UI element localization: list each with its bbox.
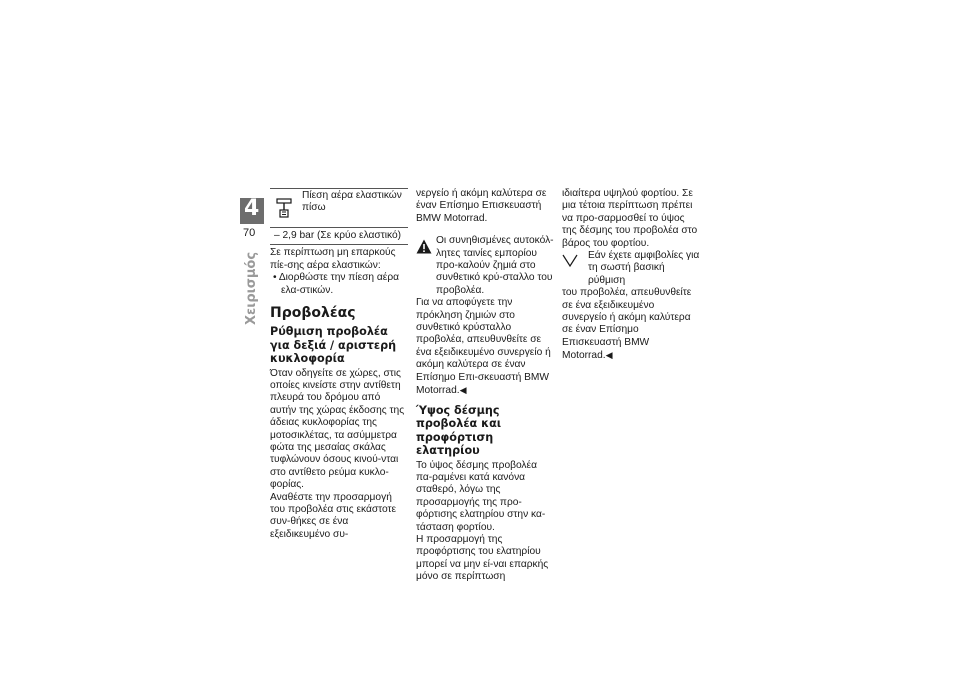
paragraph: Όταν οδηγείτε σε χώρες, στις οποίες κινείστε στην αντίθετη πλευρά του δρόμου από αυτήν της χώρας έκδοσης της άδειας κυκλοφορίας της μοτοσικλέτας, τα ασύμμετρα φώτα της μεσαίας σκάλας τυφλώνουν όσους κινού-νται στο αντίθετο ρεύμα κυκλο-φορίας. — [270, 367, 405, 491]
spec-value: – 2,9 bar (Σε κρύο ελαστικό) — [274, 230, 402, 241]
chapter-title: Χειρισμός — [244, 251, 259, 325]
section-heading: Προβολέας — [270, 305, 356, 322]
paragraph: Σε περίπτωση μη επαρκούς πίε-σης αέρα ελαστικών: — [270, 247, 396, 271]
hint-note — [562, 250, 700, 363]
hint-text: Εάν έχετε αμφιβολίες για τη σωστή βασική ρύθμιση — [588, 250, 700, 286]
paragraph: νεργείο ή ακόμη καλύτερα σε έναν Επίσημο Επισκευαστή BMW Motorrad. — [416, 188, 547, 224]
column-2 — [416, 188, 554, 584]
warning-continuation: Για να αποφύγετε την πρόκληση ζημιών στο συνθετικό κρύσταλλο προβολέα, απευθυνθείτε σε ένα εξειδικευμένο συνεργείο ή ακόμη καλύτερα σε έναν Επίσημο Επι-σκευαστή BMW Motorrad.◀ — [416, 297, 551, 397]
bullet-item: • Διορθώστε την πίεση αέρα ελα-στικών. — [273, 272, 400, 296]
subsection-heading: Ύψος δέσμης προβολέα και προφόρτιση ελατηρίου — [416, 403, 502, 457]
warning-note — [416, 235, 554, 397]
subsection-heading: Ρύθμιση προβολέα για δεξιά / αριστερή κυκλοφορία — [270, 325, 397, 366]
end-mark-icon: ◀ — [459, 385, 467, 396]
paragraph: Το ύψος δέσμης προβολέα πα-ραμένει κατά κανόνα σταθερό, λόγω της προσαρμογής της προ-φόρτισης ελατηρίου στην κα-τάσταση φορτίου. — [416, 459, 546, 533]
spec-label: Πίεση αέρα ελαστικών πίσω — [302, 190, 402, 214]
tire-pressure-icon — [276, 198, 292, 218]
spec-box — [270, 188, 408, 245]
warning-text: Οι συνηθισμένες αυτοκόλ-λητες ταινίες εμπορίου προ-καλούν ζημιά στο συνθετικό κρύ-σταλλο του προβολέα. — [436, 235, 554, 296]
chapter-tab-rule — [240, 222, 264, 224]
spec-row-label — [270, 189, 408, 228]
paragraph: Αναθέστε την προσαρμογή του προβολέα στις εκάστοτε συν-θήκες σε ένα εξειδικευμένο συ- — [270, 491, 397, 540]
hint-continuation: του προβολέα, απευθυνθείτε σε ένα εξειδικευμένο συνεργείο ή ακόμη καλύτερα σε έναν Επίσημο Επισκευαστή BMW Motorrad.◀ — [562, 287, 692, 362]
chapter-number: 4 — [244, 196, 260, 221]
column-1 — [270, 188, 408, 541]
column-3 — [562, 188, 700, 363]
warning-triangle-icon — [416, 239, 432, 254]
paragraph: Η προσαρμογή της προφόρτισης του ελατηρίου μπορεί να μην εί-ναι επαρκής μόνο σε περίπτωση — [416, 533, 549, 583]
end-mark-icon: ◀ — [605, 350, 613, 361]
page-number: 70 — [243, 227, 256, 239]
hint-triangle-icon — [562, 253, 578, 268]
paragraph: ιδιαίτερα υψηλού φορτίου. Σε μια τέτοια περίπτωση πρέπει να προ-σαρμοσθεί το ύψος της δέσμης του προβολέα στο βάρος του φορτίου. — [562, 188, 698, 249]
